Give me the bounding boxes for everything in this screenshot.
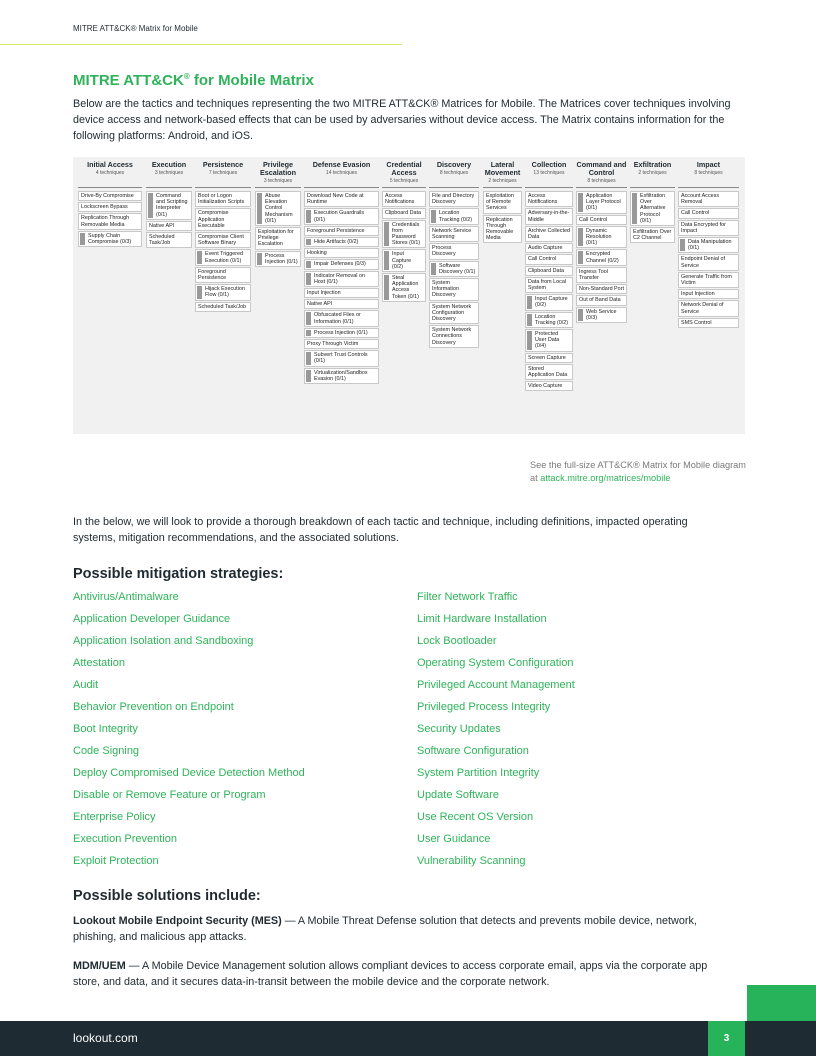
matrix-column bbox=[483, 161, 522, 244]
tactic-name: Lateral Movement bbox=[484, 160, 521, 177]
solution-mes bbox=[73, 913, 733, 945]
solution-mdm-name: MDM/UEM bbox=[73, 960, 126, 972]
technique-cell: Stored Application Data bbox=[525, 364, 573, 380]
matrix-column bbox=[255, 161, 301, 268]
technique-cell: Call Control bbox=[576, 215, 627, 225]
mitigation-item[interactable]: Lock Bootloader bbox=[417, 635, 497, 647]
technique-cell: Execution Guardrails (0/1) bbox=[304, 208, 379, 224]
matrix-link[interactable]: attack.mitre.org/matrices/mobile bbox=[540, 473, 671, 483]
technique-count: 3 techniques bbox=[263, 178, 293, 184]
technique-cell: Application Layer Protocol (0/1) bbox=[576, 191, 627, 214]
technique-count: 14 techniques bbox=[325, 170, 358, 176]
technique-cell: Command and Scripting Interpreter (0/1) bbox=[146, 191, 192, 220]
technique-cell: Exploitation of Remote Services bbox=[483, 191, 522, 214]
mitigation-item[interactable]: User Guidance bbox=[417, 833, 491, 845]
technique-cell: Hijack Execution Flow (0/1) bbox=[195, 284, 251, 300]
mitigation-item[interactable]: Boot Integrity bbox=[73, 723, 138, 735]
technique-cell: Indicator Removal on Host (0/1) bbox=[304, 271, 379, 287]
technique-cell: Steal Application Access Token (0/1) bbox=[382, 273, 426, 302]
tactic-name: Persistence bbox=[202, 160, 244, 169]
technique-count: 8 techniques bbox=[694, 170, 723, 176]
tactic-name: Collection bbox=[531, 160, 567, 169]
matrix-column bbox=[525, 161, 573, 392]
running-header: MITRE ATT&CK® Matrix for Mobile bbox=[73, 24, 198, 33]
mitigation-item[interactable]: Vulnerability Scanning bbox=[417, 855, 526, 867]
title-reg: ® bbox=[183, 72, 190, 81]
technique-cell: Location Tracking (0/2) bbox=[429, 208, 479, 224]
technique-cell: Scheduled Task/Job bbox=[146, 232, 192, 248]
technique-cell: SMS Control bbox=[678, 318, 739, 328]
mitigation-list-left bbox=[73, 590, 403, 876]
technique-cell: Proxy Through Victim bbox=[304, 339, 379, 349]
matrix-column-header bbox=[576, 161, 627, 188]
mitigation-item[interactable]: Behavior Prevention on Endpoint bbox=[73, 701, 234, 713]
technique-cell: Clipboard Data bbox=[382, 208, 426, 218]
matrix-column-header bbox=[255, 161, 301, 188]
technique-count: 7 techniques bbox=[208, 170, 238, 176]
matrix-column bbox=[146, 161, 192, 249]
tactic-name: Exfiltration bbox=[633, 160, 672, 169]
technique-cell: Software Discovery (0/1) bbox=[429, 261, 479, 277]
technique-cell: Abuse Elevation Control Mechanism (0/1) bbox=[255, 191, 301, 226]
technique-cell: Lockscreen Bypass bbox=[78, 202, 142, 212]
mitigation-item[interactable]: Privileged Process Integrity bbox=[417, 701, 551, 713]
technique-cell: Compromise Client Software Binary bbox=[195, 232, 251, 248]
tactic-name: Command and Control bbox=[576, 160, 627, 177]
technique-count: 13 techniques bbox=[533, 170, 565, 176]
mitigation-item[interactable]: Deploy Compromised Device Detection Method bbox=[73, 767, 305, 779]
technique-cell: Web Service (0/3) bbox=[576, 307, 627, 323]
technique-cell: Data Manipulation (0/1) bbox=[678, 237, 739, 253]
tactic-name: Privilege Escalation bbox=[260, 160, 296, 177]
matrix-column bbox=[678, 161, 739, 329]
tactic-name: Discovery bbox=[436, 160, 472, 169]
technique-cell: Screen Capture bbox=[525, 353, 573, 363]
technique-cell: Hide Artifacts (0/2) bbox=[304, 237, 379, 247]
mitigation-item[interactable]: Update Software bbox=[417, 789, 499, 801]
technique-cell: Download New Code at Runtime bbox=[304, 191, 379, 207]
technique-cell: Process Injection (0/1) bbox=[304, 328, 379, 338]
technique-cell: Network Service Scanning bbox=[429, 226, 479, 242]
technique-cell: Access Notifications bbox=[382, 191, 426, 207]
technique-cell: Dynamic Resolution (0/1) bbox=[576, 226, 627, 249]
mitigation-item[interactable]: Software Configuration bbox=[417, 745, 529, 757]
mitigation-item[interactable]: Security Updates bbox=[417, 723, 501, 735]
green-accent-block bbox=[747, 985, 816, 1022]
technique-cell: Input Injection bbox=[304, 288, 379, 298]
technique-count: 5 techniques bbox=[389, 178, 419, 184]
technique-count: 8 techniques bbox=[587, 178, 616, 184]
technique-cell: Location Tracking (0/2) bbox=[525, 312, 573, 328]
technique-count: 2 techniques bbox=[488, 178, 517, 184]
tactic-name: Execution bbox=[151, 160, 187, 169]
caption-text: See the full-size ATT&CK® Matrix for Mobile diagram at bbox=[530, 460, 746, 483]
technique-cell: Input Capture (0/2) bbox=[382, 249, 426, 272]
technique-cell: Out of Band Data bbox=[576, 295, 627, 305]
matrix-column-header bbox=[304, 161, 379, 188]
technique-cell: Ingress Tool Transfer bbox=[576, 267, 627, 283]
technique-cell: Non-Standard Port bbox=[576, 284, 627, 294]
technique-cell: Access Notifications bbox=[525, 191, 573, 207]
technique-cell: Audio Capture bbox=[525, 243, 573, 253]
tactic-name: Impact bbox=[696, 160, 721, 169]
mitigation-item[interactable]: Antivirus/Antimalware bbox=[73, 591, 179, 603]
technique-cell: Input Injection bbox=[678, 289, 739, 299]
technique-count: 2 techniques bbox=[638, 170, 667, 176]
matrix-column bbox=[576, 161, 627, 324]
technique-cell: Foreground Persistence bbox=[195, 267, 251, 283]
technique-cell: Clipboard Data bbox=[525, 266, 573, 276]
solution-mes-name: Lookout Mobile Endpoint Security (MES) bbox=[73, 915, 282, 927]
technique-cell: Archive Collected Data bbox=[525, 226, 573, 242]
technique-cell: Call Control bbox=[678, 208, 739, 218]
matrix-column-header bbox=[78, 161, 142, 188]
mitigation-item[interactable]: Attestation bbox=[73, 657, 125, 669]
technique-cell: Video Capture bbox=[525, 381, 573, 391]
technique-cell: Native API bbox=[304, 299, 379, 309]
technique-cell: Data Encrypted for Impact bbox=[678, 220, 739, 236]
solutions-heading: Possible solutions include: bbox=[73, 888, 261, 904]
technique-cell: Exploitation for Privilege Escalation bbox=[255, 227, 301, 250]
matrix-column-header bbox=[195, 161, 251, 188]
technique-cell: Credentials from Password Stores (0/1) bbox=[382, 220, 426, 249]
tactic-name: Credential Access bbox=[386, 160, 422, 177]
mitigation-item[interactable]: System Partition Integrity bbox=[417, 767, 540, 779]
footer-url[interactable]: lookout.com bbox=[73, 1031, 138, 1045]
intro-breakdown-paragraph: In the below, we will look to provide a thorough breakdown of each tactic and technique, including definitions, impacted operating systems, mitigation recommendations, and the associated solutions. bbox=[73, 516, 688, 544]
matrix-column-header bbox=[146, 161, 192, 188]
matrix-column bbox=[630, 161, 675, 244]
technique-cell: Data from Local System bbox=[525, 277, 573, 293]
technique-cell: Network Denial of Service bbox=[678, 300, 739, 316]
technique-cell: Impair Defenses (0/3) bbox=[304, 259, 379, 269]
matrix-column bbox=[304, 161, 379, 385]
technique-cell: Generate Traffic from Victim bbox=[678, 272, 739, 288]
technique-count: 3 techniques bbox=[154, 170, 184, 176]
solution-mdm bbox=[73, 958, 733, 990]
page-number: 3 bbox=[708, 1021, 745, 1056]
technique-cell: Scheduled Task/Job bbox=[195, 302, 251, 312]
mitigations-heading: Possible mitigation strategies: bbox=[73, 566, 284, 582]
matrix-column bbox=[78, 161, 142, 248]
tactic-name: Defense Evasion bbox=[312, 160, 371, 169]
technique-cell: Process Discovery bbox=[429, 243, 479, 259]
matrix-column-header bbox=[525, 161, 573, 188]
technique-cell: Replication Through Removable Media bbox=[78, 213, 142, 229]
technique-cell: Process Injection (0/1) bbox=[255, 251, 301, 267]
technique-cell: Event Triggered Execution (0/1) bbox=[195, 249, 251, 265]
technique-cell: Obfuscated Files or Information (0/1) bbox=[304, 310, 379, 326]
technique-cell: Adversary-in-the-Middle bbox=[525, 208, 573, 224]
title-main: MITRE ATT&CK bbox=[73, 72, 184, 89]
technique-cell: System Network Connections Discovery bbox=[429, 325, 479, 348]
matrix-column bbox=[382, 161, 426, 303]
technique-cell: Subvert Trust Controls (0/1) bbox=[304, 350, 379, 366]
technique-cell: Supply Chain Compromise (0/3) bbox=[78, 231, 142, 247]
technique-cell: File and Directory Discovery bbox=[429, 191, 479, 207]
tactic-name: Initial Access bbox=[87, 160, 133, 169]
technique-cell: Protected User Data (0/4) bbox=[525, 329, 573, 352]
matrix-column-header bbox=[630, 161, 675, 188]
mitigation-item[interactable]: Audit bbox=[73, 679, 99, 691]
technique-cell: Exfiltration Over Alternative Protocol (0/1) bbox=[630, 191, 675, 226]
technique-cell: Account Access Removal bbox=[678, 191, 739, 207]
technique-cell: Drive-By Compromise bbox=[78, 191, 142, 201]
mitigation-list-right bbox=[417, 590, 747, 876]
technique-cell: Boot or Logon Initialization Scripts bbox=[195, 191, 251, 207]
technique-cell: Exfiltration Over C2 Channel bbox=[630, 227, 675, 243]
title-tail: for Mobile Matrix bbox=[189, 72, 314, 89]
matrix-column bbox=[429, 161, 479, 349]
mitigation-item[interactable]: Enterprise Policy bbox=[73, 811, 156, 823]
technique-cell: Input Capture (0/2) bbox=[525, 294, 573, 310]
matrix-column-header bbox=[429, 161, 479, 188]
technique-cell: Virtualization/Sandbox Evasion (0/1) bbox=[304, 368, 379, 384]
mitigation-item[interactable]: Application Developer Guidance bbox=[73, 613, 231, 625]
mitigation-item[interactable]: Filter Network Traffic bbox=[417, 591, 518, 603]
matrix-column-header bbox=[678, 161, 739, 188]
matrix-caption bbox=[530, 459, 750, 485]
mitigation-item[interactable]: Use Recent OS Version bbox=[417, 811, 534, 823]
technique-cell: Endpoint Denial of Service bbox=[678, 254, 739, 270]
technique-count: 8 techniques bbox=[439, 170, 469, 176]
mitigation-item[interactable]: Disable or Remove Feature or Program bbox=[73, 789, 266, 801]
mitigation-item[interactable]: Limit Hardware Installation bbox=[417, 613, 547, 625]
mitigation-item[interactable]: Exploit Protection bbox=[73, 855, 159, 867]
matrix-column-header bbox=[483, 161, 522, 188]
mitigation-item[interactable]: Privileged Account Management bbox=[417, 679, 575, 691]
mitigation-item[interactable]: Code Signing bbox=[73, 745, 140, 757]
technique-cell: Native API bbox=[146, 221, 192, 231]
technique-cell: Replication Through Removable Media bbox=[483, 215, 522, 244]
technique-cell: Compromise Application Executable bbox=[195, 208, 251, 231]
matrix-column-header bbox=[382, 161, 426, 188]
solution-mdm-desc: — A Mobile Device Management solution allows compliant devices to access corporate email, apps via the corporate app store, and data, and it secures data-in-transit between the mobile device and the corporate network. bbox=[73, 960, 708, 988]
page-title bbox=[73, 72, 314, 89]
solution-mes-desc: — A Mobile Threat Defense solution that detects and prevents mobile device, network, phishing, and malicious app attacks. bbox=[73, 915, 697, 943]
technique-cell: System Network Configuration Discovery bbox=[429, 302, 479, 325]
technique-cell: Encrypted Channel (0/2) bbox=[576, 249, 627, 265]
intro-paragraph: Below are the tactics and techniques representing the two MITRE ATT&CK® Matrices for Mobile. The Matrices cover techniques involving device access and network-based effects that can be used by adversaries without device access. The Matrix contains information for the following platforms: Android, and iOS. bbox=[73, 98, 731, 142]
technique-cell: Call Control bbox=[525, 254, 573, 264]
matrix-column bbox=[195, 161, 251, 313]
attack-matrix bbox=[73, 157, 745, 434]
technique-count: 4 techniques bbox=[95, 170, 125, 176]
mitigation-item[interactable]: Operating System Configuration bbox=[417, 657, 574, 669]
technique-cell: System Information Discovery bbox=[429, 278, 479, 301]
technique-cell: Foreground Persistence bbox=[304, 226, 379, 236]
header-rule bbox=[0, 44, 402, 45]
mitigation-item[interactable]: Execution Prevention bbox=[73, 833, 177, 845]
technique-cell: Hooking bbox=[304, 248, 379, 258]
mitigation-item[interactable]: Application Isolation and Sandboxing bbox=[73, 635, 254, 647]
